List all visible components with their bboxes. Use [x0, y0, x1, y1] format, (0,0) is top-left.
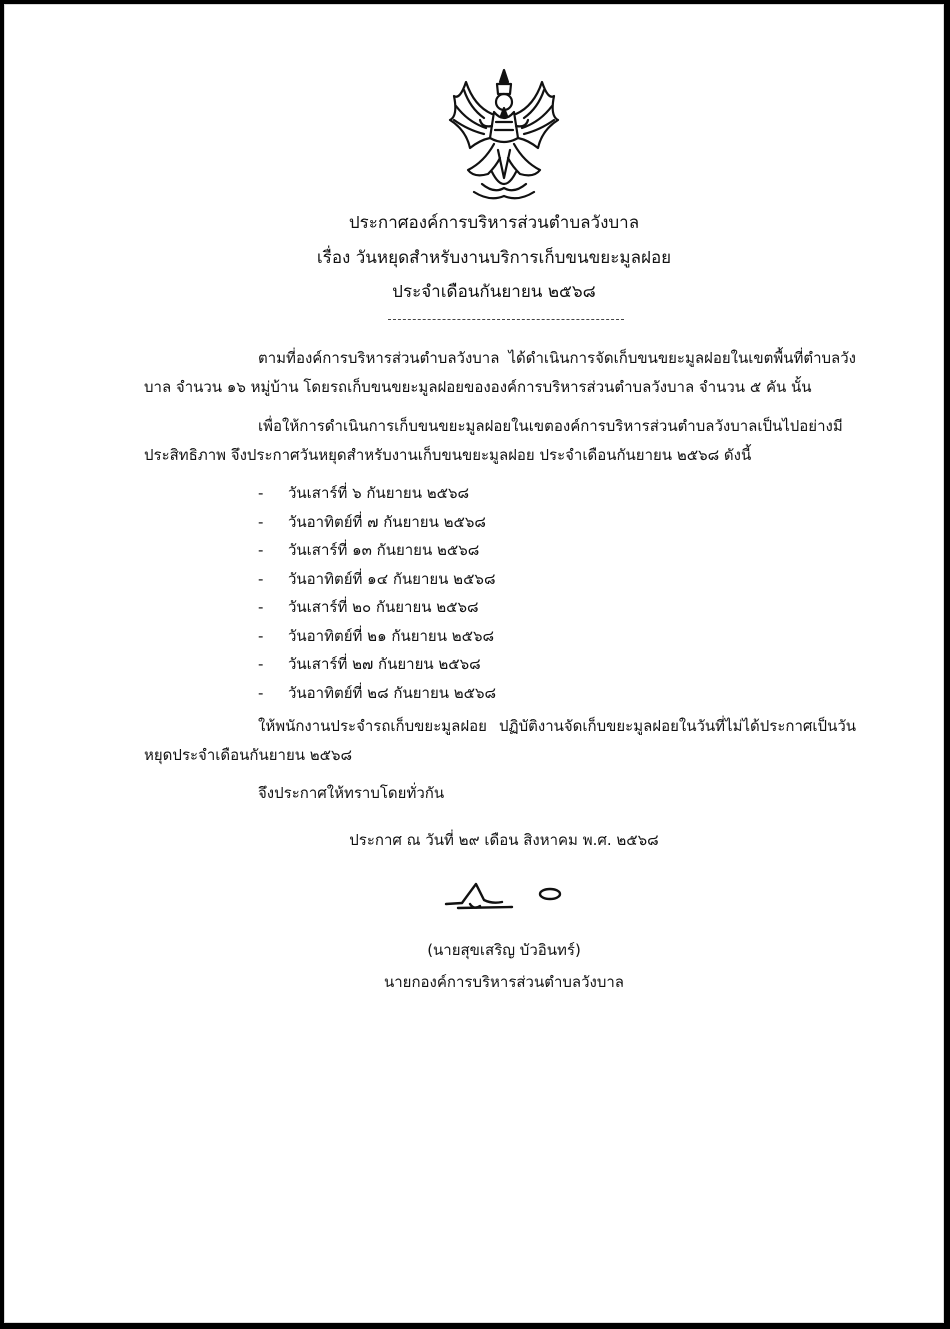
- bullet-dash: -: [258, 512, 264, 531]
- announcement-title: ประกาศองค์การบริหารส่วนตำบลวังบาล: [348, 213, 640, 233]
- holiday-date: วันเสาร์ที่ ๑๓ กันยายน ๒๕๖๘: [288, 541, 480, 559]
- garuda-emblem-icon: [444, 66, 564, 206]
- staff-instruction-paragraph: ให้พนักงานประจำรถเก็บขยะมูลฝอย ปฏิบัติงานจัดเก็บขยะมูลฝอยในวันที่ไม่ได้ประกาศเป็นวันหยุดประจำเดือนกันยายน ๒๕๖๘: [144, 717, 856, 764]
- holiday-list: [258, 479, 496, 707]
- holiday-item: [258, 622, 496, 651]
- bullet-dash: -: [258, 598, 264, 616]
- purpose-paragraph: เพื่อให้การดำเนินการเก็บขนขยะมูลฝอยในเขตองค์การบริหารส่วนตำบลวังบาลเป็นไปอย่างมีประสิทธิภาพ จึงประกาศวันหยุดสำหรับงานเก็บขนขยะมูลฝอย ประจำเดือนกันยายน ๒๕๖๘ ดังนี้: [144, 417, 843, 464]
- signer-title: นายกองค์การบริหารส่วนตำบลวังบาล: [383, 973, 624, 991]
- holiday-date: วันอาทิตย์ที่ ๑๔ กันยายน ๒๕๖๘: [288, 569, 496, 588]
- holiday-item: [258, 593, 496, 622]
- holiday-item: [258, 508, 496, 537]
- holiday-date: วันเสาร์ที่ ๒๐ กันยายน ๒๕๖๘: [288, 598, 479, 616]
- holiday-date: วันเสาร์ที่ ๖ กันยายน ๒๕๖๘: [288, 484, 470, 502]
- intro-paragraph: ตามที่องค์การบริหารส่วนตำบลวังบาล ได้ดำเนินการจัดเก็บขนขยะมูลฝอยในเขตพื้นที่ตำบลวังบาล จำนวน ๑๖ หมู่บ้าน โดยรถเก็บขนขยะมูลฝอยขององค์การบริหารส่วนตำบลวังบาล จำนวน ๕ คัน นั้น: [144, 349, 856, 396]
- title-separator: [388, 319, 624, 320]
- holiday-item: [258, 565, 496, 594]
- bullet-dash: -: [258, 655, 264, 673]
- bullet-dash: -: [258, 626, 264, 645]
- closing-statement: จึงประกาศให้ทราบโดยทั่วกัน: [258, 784, 445, 802]
- holiday-date: วันเสาร์ที่ ๒๗ กันยายน ๒๕๖๘: [288, 655, 481, 673]
- bullet-dash: -: [258, 541, 264, 559]
- holiday-date: วันอาทิตย์ที่ ๗ กันยายน ๒๕๖๘: [288, 512, 486, 531]
- signer-name: (นายสุขเสริญ บัวอินทร์): [427, 941, 581, 959]
- bullet-dash: -: [258, 683, 264, 702]
- bullet-dash: -: [258, 569, 264, 588]
- bullet-dash: -: [258, 484, 264, 502]
- holiday-item: [258, 479, 496, 508]
- holiday-date: วันอาทิตย์ที่ ๒๘ กันยายน ๒๕๖๘: [288, 683, 497, 702]
- announcement-subject: เรื่อง วันหยุดสำหรับงานบริการเก็บขนขยะมูลฝอย: [316, 248, 672, 268]
- announcement-page: [4, 4, 944, 1323]
- holiday-item: [258, 536, 496, 565]
- holiday-item: [258, 679, 496, 708]
- handwritten-signature: [440, 874, 580, 918]
- holiday-date: วันอาทิตย์ที่ ๒๑ กันยายน ๒๕๖๘: [288, 626, 495, 645]
- holiday-item: [258, 650, 496, 679]
- announcement-period: ประจำเดือนกันยายน ๒๕๖๘: [392, 282, 596, 302]
- announcement-date: ประกาศ ณ วันที่ ๒๙ เดือน สิงหาคม พ.ศ. ๒๕๖๘: [349, 831, 659, 849]
